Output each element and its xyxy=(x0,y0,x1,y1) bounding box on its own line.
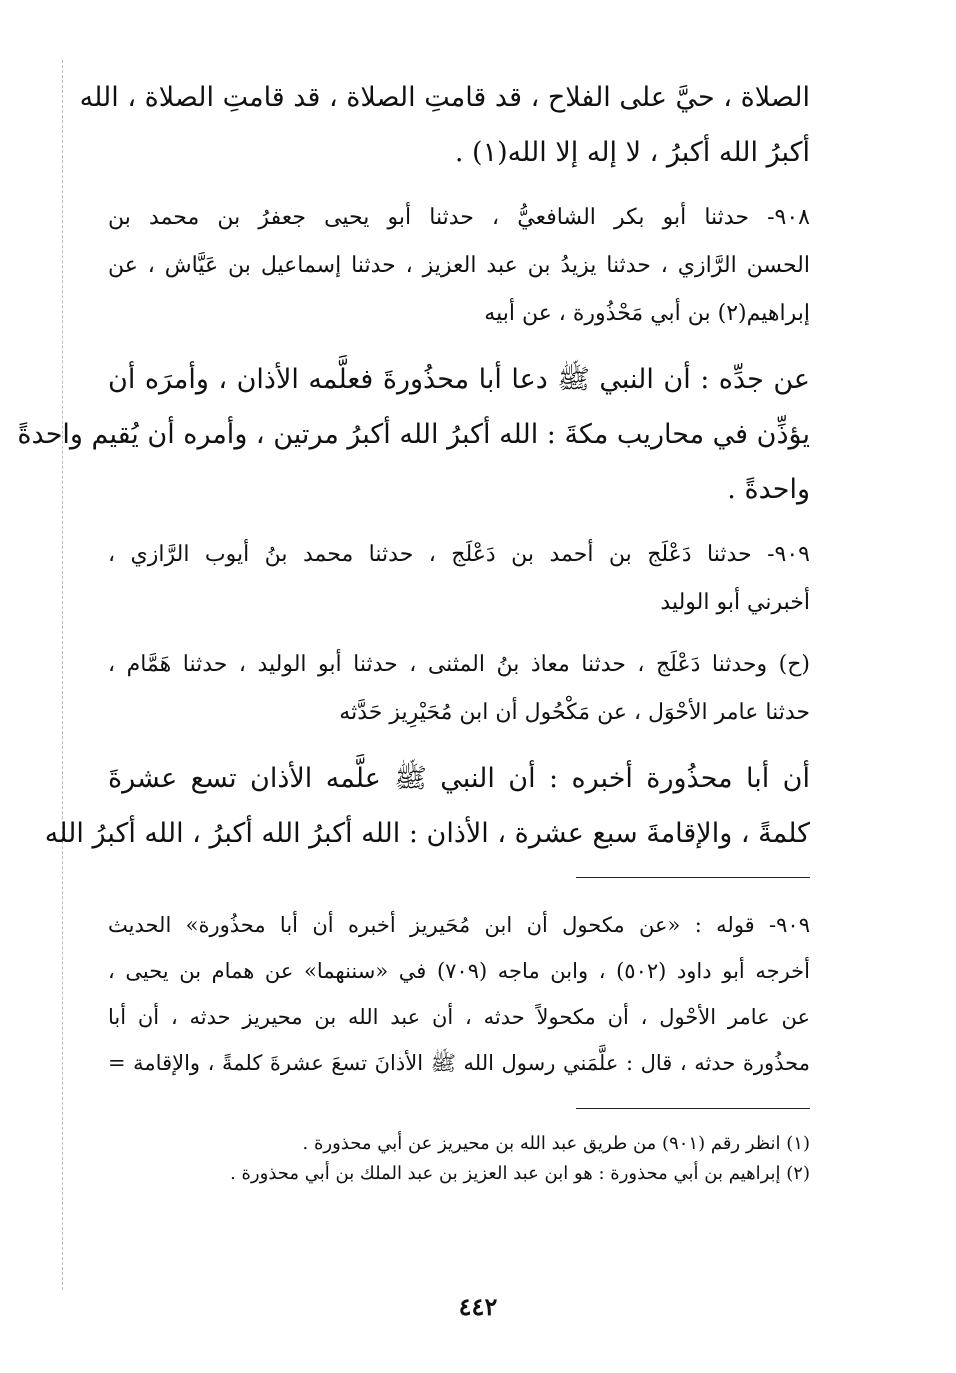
footnote: (٢) إبراهيم بن أبي محذورة : هو ابن عبد العزيز بن عبد الملك بن أبي محذورة . xyxy=(230,1163,810,1184)
text-line: حدثنا عامر الأحْوَل ، عن مَكْحُول أن ابن مُحَيْرِيز حَدَّثه xyxy=(339,700,810,725)
text-line: إبراهيم(٢) بن أبي مَحْذُورة ، عن أبيه xyxy=(484,301,810,326)
commentary-line: عن عامر الأحْول ، أن مكحولاً حدثه ، أن عبد الله بن محيريز حدثه ، أن أبا xyxy=(108,1005,810,1029)
footnote-separator xyxy=(576,1108,810,1109)
text-line: أخبرني أبو الوليد xyxy=(660,590,810,615)
commentary-line: أخرجه أبو داود (٥٠٢) ، وابن ماجه (٧٠٩) في «سننهما» عن همام بن يحيى ، xyxy=(108,959,811,983)
text-line: واحدةً . xyxy=(727,474,810,505)
text-line: الصلاة ، حيَّ على الفلاح ، قد قامتِ الصلاة ، قد قامتِ الصلاة ، الله xyxy=(79,82,810,113)
hadith-908-matn xyxy=(17,352,810,517)
footnotes xyxy=(108,1129,810,1189)
hadith-909-isnad-a xyxy=(108,531,810,627)
text-line: كلمةً ، والإقامةَ سبع عشرة ، الأذان : الله أكبرُ الله أكبرُ ، الله أكبرُ الله xyxy=(44,818,810,849)
text-line: أن أبا محذُورة أخبره : أن النبي ﷺ علَّمه الأذان تسع عشرةَ xyxy=(108,763,810,794)
text-block-adhan-end xyxy=(79,70,810,180)
commentary-line: ٩٠٩- قوله : «عن مكحول أن ابن مُحَيريز أخبره أن أبا محذُورة» الحديث xyxy=(108,913,810,937)
text-line: (ح) وحدثنا دَعْلَج ، حدثنا معاذ بنُ المثنى ، حدثنا أبو الوليد ، حدثنا هَمَّام ، xyxy=(108,652,810,677)
hadith-909-matn xyxy=(44,751,810,861)
text-line: أكبرُ الله أكبرُ ، لا إله إلا الله(١) . xyxy=(454,137,810,168)
footnote: (١) انظر رقم (٩٠١) من طريق عبد الله بن محيريز عن أبي محذورة . xyxy=(302,1133,810,1154)
text-line: عن جدِّه : أن النبي ﷺ دعا أبا محذُورةَ فعلَّمه الأذان ، وأمرَه أن xyxy=(108,364,810,395)
text-line: ٩٠٨- حدثنا أبو بكر الشافعيُّ ، حدثنا أبو يحيى جعفرُ بن محمد بن xyxy=(108,205,810,230)
text-line: يؤذِّن في محاريب مكةَ : الله أكبرُ الله أكبرُ مرتين ، وأمره أن يُقيم واحدةً xyxy=(17,419,810,450)
commentary-block xyxy=(108,902,810,1086)
hadith-908-isnad xyxy=(108,194,810,338)
book-page xyxy=(17,70,811,1189)
text-line: الحسن الرَّازي ، حدثنا يزيدُ بن عبد العزيز ، حدثنا إسماعيل بن عَيَّاش ، عن xyxy=(108,253,810,278)
margin-guide xyxy=(62,60,63,1290)
text-line: ٩٠٩- حدثنا دَعْلَج بن أحمد بن دَعْلَج ، حدثنا محمد بنُ أيوب الرَّازي ، xyxy=(108,542,810,567)
commentary-line: محذُورة حدثه ، قال : علَّمَني رسول الله ﷺ الأذانَ تسعَ عشرةَ كلمةً ، والإقامة = xyxy=(108,1051,810,1075)
page-number: ٤٤٢ xyxy=(458,1292,498,1321)
hadith-909-isnad-b xyxy=(108,641,810,737)
commentary-separator xyxy=(576,877,810,878)
